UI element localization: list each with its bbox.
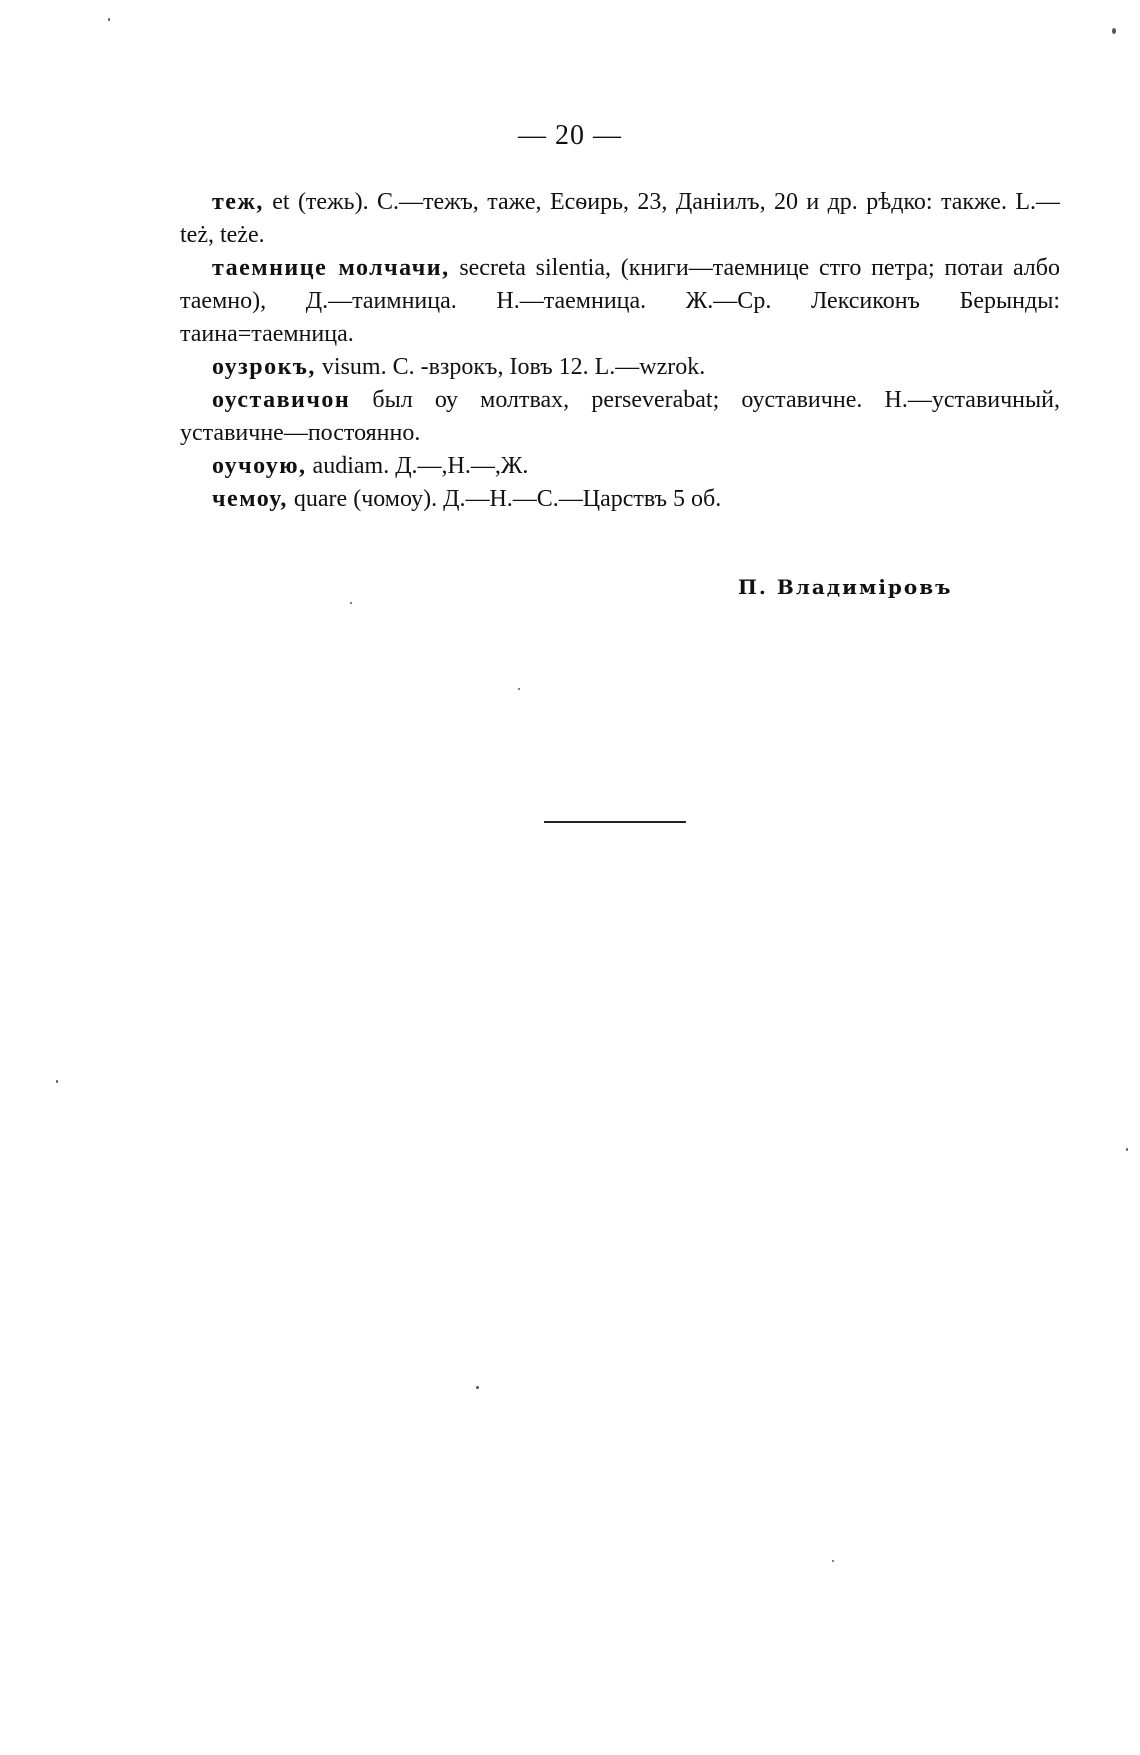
scan-speck [56, 1080, 58, 1083]
entry-headword: чемоу, [212, 486, 288, 512]
end-rule-divider [544, 821, 686, 823]
entry-headword: оузрокъ, [212, 354, 316, 380]
entry-chemou [180, 483, 1060, 516]
entry-headword: оуставичон [212, 387, 351, 413]
entry-text: secreta silentia, (книги—таемнице стго петра; потаи албо таемно), Д.—таимница. Н.—таемница. Ж.—Ср. Лексиконъ Берынды: таина=таемница. [180, 255, 1060, 347]
entry-headword: оучоую, [212, 453, 307, 479]
scan-speck [108, 18, 110, 21]
entry-text: был оу молтвах, perseverabat; оуставичне. Н.—уставичный, уставичне—постоянно. [180, 387, 1060, 446]
page-number: — 20 — [518, 120, 622, 151]
scan-speck [476, 1386, 479, 1389]
entry-headword: теж, [212, 189, 264, 215]
scan-speck [1126, 1148, 1128, 1151]
entry-oustavichon [180, 384, 1060, 450]
scan-speck [518, 688, 520, 690]
author-signature: П. Владиміровъ [738, 575, 953, 599]
scan-speck [350, 602, 352, 604]
glossary-text [180, 186, 1060, 516]
entry-taemnitse [180, 252, 1060, 351]
entry-text: et (тежь). С.—тежъ, таже, Есѳирь, 23, Даніилъ, 20 и др. рѣдко: также. L.—też, teże. [180, 189, 1060, 248]
scan-speck [1112, 28, 1116, 34]
entry-text: quare (чомоу). Д.—Н.—С.—Царствъ 5 об. [287, 486, 722, 512]
entry-ouzrok [180, 351, 1060, 384]
scan-speck [832, 1560, 834, 1562]
entry-text: visum. С. -взрокъ, Іовъ 12. L.—wzrok. [315, 354, 706, 380]
entry-headword: таемнице молчачи, [212, 255, 450, 281]
entry-text: audiam. Д.—,Н.—,Ж. [306, 453, 529, 479]
entry-ouchouyu [180, 450, 1060, 483]
entry-tezh [180, 186, 1060, 252]
